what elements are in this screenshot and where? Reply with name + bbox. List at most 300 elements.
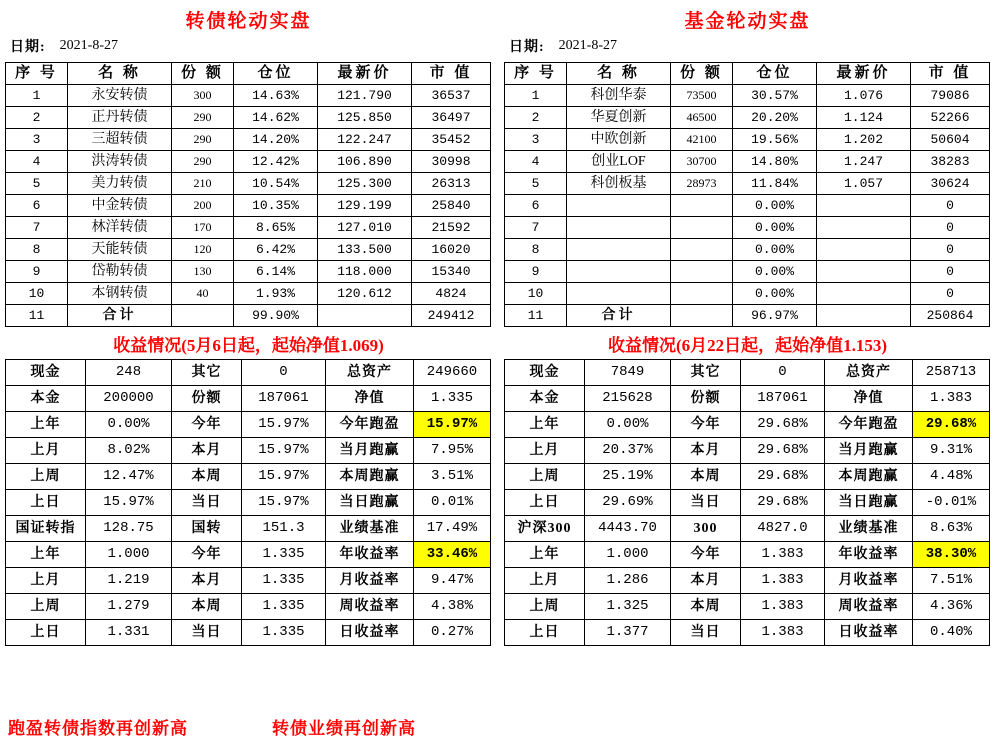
- stats-row: [6, 516, 491, 542]
- cell-no: 11: [505, 305, 567, 327]
- stats-value: 4.38%: [414, 594, 491, 620]
- cell-price: 1.076: [817, 85, 911, 107]
- stats-row: [505, 464, 990, 490]
- cell-no: 8: [505, 239, 567, 261]
- stats-label: 总资产: [326, 360, 414, 386]
- cell-position: 14.20%: [234, 129, 318, 151]
- table-row: [505, 129, 990, 151]
- cell-name: 岱勒转债: [68, 261, 172, 283]
- stats-label: 上周: [505, 464, 585, 490]
- stats-label: 本金: [505, 386, 585, 412]
- stats-label: 业绩基准: [825, 516, 913, 542]
- cell-no: 9: [505, 261, 567, 283]
- table-row: [505, 195, 990, 217]
- stats-label: 上日: [505, 620, 585, 646]
- stats-label: 国转: [172, 516, 242, 542]
- stats-label: 现金: [505, 360, 585, 386]
- table-row: [6, 283, 491, 305]
- stats-label: 本周跑赢: [326, 464, 414, 490]
- stats-label: 本金: [6, 386, 86, 412]
- stats-value: 1.325: [585, 594, 671, 620]
- stats-label: 总资产: [825, 360, 913, 386]
- stats-row: [6, 464, 491, 490]
- cell-value: 30624: [911, 173, 990, 195]
- cell-shares: 300: [172, 85, 234, 107]
- stats-label: 上年: [505, 542, 585, 568]
- stats-value: 1.377: [585, 620, 671, 646]
- stats-value: 258713: [913, 360, 990, 386]
- stats-label: 上年: [505, 412, 585, 438]
- stats-value: 0.00%: [86, 412, 172, 438]
- stats-label: 本月: [172, 568, 242, 594]
- stats-value: 15.97%: [242, 438, 326, 464]
- cell-value: 4824: [412, 283, 491, 305]
- cell-price: 1.124: [817, 107, 911, 129]
- cell-no: 7: [6, 217, 68, 239]
- left-holdings-table: [5, 62, 491, 327]
- stats-label: 当日跑赢: [825, 490, 913, 516]
- footer-note-1: 跑盈转债指数再创新高: [8, 719, 188, 738]
- stats-label: 上周: [6, 594, 86, 620]
- table-row: [6, 129, 491, 151]
- stats-row: [6, 568, 491, 594]
- stats-label: 其它: [671, 360, 741, 386]
- stats-value: 29.69%: [585, 490, 671, 516]
- stats-row: [505, 490, 990, 516]
- cell-name: 洪涛转债: [68, 151, 172, 173]
- stats-row: [505, 620, 990, 646]
- cell-position: 30.57%: [733, 85, 817, 107]
- stats-label: 业绩基准: [326, 516, 414, 542]
- stats-highlight-value: 15.97%: [414, 412, 491, 438]
- cell-value: 250864: [911, 305, 990, 327]
- stats-label: 月收益率: [825, 568, 913, 594]
- cell-position: 6.14%: [234, 261, 318, 283]
- right-date-value: 2021-8-27: [558, 38, 617, 53]
- stats-label: 今年: [172, 412, 242, 438]
- cell-name: 合计: [567, 305, 671, 327]
- stats-label: 国证转指: [6, 516, 86, 542]
- cell-shares: [671, 261, 733, 283]
- stats-label: 当日: [671, 620, 741, 646]
- footer-notes: [0, 712, 996, 740]
- cell-position: 8.65%: [234, 217, 318, 239]
- cell-no: 5: [505, 173, 567, 195]
- stats-highlight-value: 38.30%: [913, 542, 990, 568]
- cell-shares: 73500: [671, 85, 733, 107]
- right-date-label: 日期:: [509, 40, 545, 55]
- stats-label: 今年: [172, 542, 242, 568]
- cell-value: 38283: [911, 151, 990, 173]
- stats-highlight-value: 33.46%: [414, 542, 491, 568]
- footer-note-2: 转债业绩再创新高: [272, 719, 416, 738]
- table-row: [505, 283, 990, 305]
- cell-position: 0.00%: [733, 239, 817, 261]
- stats-label: 日收益率: [326, 620, 414, 646]
- cell-shares: 290: [172, 107, 234, 129]
- stats-label: 上月: [505, 568, 585, 594]
- cell-name: 中金转债: [68, 195, 172, 217]
- stats-value: 248: [86, 360, 172, 386]
- cell-value: 15340: [412, 261, 491, 283]
- cell-value: 26313: [412, 173, 491, 195]
- stats-row: [6, 360, 491, 386]
- table-row: [505, 85, 990, 107]
- cell-price: [817, 239, 911, 261]
- stats-label: 300: [671, 516, 741, 542]
- stats-value: 1.286: [585, 568, 671, 594]
- stats-label: 当月跑赢: [825, 438, 913, 464]
- stats-row: [6, 438, 491, 464]
- cell-price: 129.199: [318, 195, 412, 217]
- stats-label: 今年: [671, 542, 741, 568]
- cell-price: 120.612: [318, 283, 412, 305]
- cell-position: 1.93%: [234, 283, 318, 305]
- panel-convertible-bonds: [0, 0, 497, 740]
- cell-no: 5: [6, 173, 68, 195]
- cell-shares: [172, 305, 234, 327]
- stats-value: 187061: [242, 386, 326, 412]
- stats-value: 0.40%: [913, 620, 990, 646]
- cell-shares: 46500: [671, 107, 733, 129]
- stats-value: 1.335: [242, 620, 326, 646]
- stats-row: [505, 594, 990, 620]
- col-header-value: 市 值: [911, 63, 990, 85]
- stats-value: 4.36%: [913, 594, 990, 620]
- stats-value: 15.97%: [242, 490, 326, 516]
- stats-value: 0.01%: [414, 490, 491, 516]
- stats-value: 15.97%: [242, 412, 326, 438]
- cell-name: 天能转债: [68, 239, 172, 261]
- cell-position: 10.35%: [234, 195, 318, 217]
- col-header-shares: 份 额: [172, 63, 234, 85]
- cell-no: 2: [505, 107, 567, 129]
- cell-name: 科创华泰: [567, 85, 671, 107]
- stats-label: 当月跑赢: [326, 438, 414, 464]
- cell-name: [567, 217, 671, 239]
- cell-no: 1: [505, 85, 567, 107]
- col-header-shares: 份 额: [671, 63, 733, 85]
- cell-no: 3: [505, 129, 567, 151]
- stats-value: 0.00%: [585, 412, 671, 438]
- cell-shares: 290: [172, 129, 234, 151]
- right-returns-subtitle: 收益情况(6月22日起，起始净值1.153): [607, 336, 888, 355]
- right-holdings-table: [504, 62, 990, 327]
- cell-price: 122.247: [318, 129, 412, 151]
- cell-value: 16020: [412, 239, 491, 261]
- stats-row: [6, 620, 491, 646]
- stats-value: 4443.70: [585, 516, 671, 542]
- stats-value: -0.01%: [913, 490, 990, 516]
- stats-label: 本周: [671, 594, 741, 620]
- table-row: [505, 261, 990, 283]
- stats-value: 1.279: [86, 594, 172, 620]
- stats-row: [6, 412, 491, 438]
- cell-shares: 40: [172, 283, 234, 305]
- stats-label: 周收益率: [326, 594, 414, 620]
- stats-row: [505, 360, 990, 386]
- cell-shares: [671, 305, 733, 327]
- stats-label: 本月: [172, 438, 242, 464]
- stats-row: [6, 542, 491, 568]
- stats-value: 3.51%: [414, 464, 491, 490]
- stats-label: 本周跑赢: [825, 464, 913, 490]
- cell-name: 永安转债: [68, 85, 172, 107]
- stats-label: 当日: [172, 620, 242, 646]
- cell-position: 99.90%: [234, 305, 318, 327]
- stats-value: 25.19%: [585, 464, 671, 490]
- cell-shares: 42100: [671, 129, 733, 151]
- cell-no: 8: [6, 239, 68, 261]
- cell-position: 14.80%: [733, 151, 817, 173]
- cell-position: 20.20%: [733, 107, 817, 129]
- cell-price: 1.247: [817, 151, 911, 173]
- panel-funds: [499, 0, 996, 740]
- stats-label: 上年: [6, 542, 86, 568]
- table-row: [505, 173, 990, 195]
- cell-price: [817, 261, 911, 283]
- stats-value: 1.000: [585, 542, 671, 568]
- stats-row: [505, 386, 990, 412]
- cell-position: 11.84%: [733, 173, 817, 195]
- cell-shares: [671, 239, 733, 261]
- left-stats-table: [5, 359, 491, 646]
- table-row: [6, 85, 491, 107]
- stats-label: 其它: [172, 360, 242, 386]
- stats-label: 本周: [172, 464, 242, 490]
- right-holdings-header-row: [505, 63, 990, 85]
- cell-no: 7: [505, 217, 567, 239]
- stats-label: 上日: [505, 490, 585, 516]
- cell-position: 0.00%: [733, 217, 817, 239]
- stats-value: 9.31%: [913, 438, 990, 464]
- cell-value: 36537: [412, 85, 491, 107]
- cell-name: [567, 239, 671, 261]
- stats-label: 年收益率: [825, 542, 913, 568]
- stats-value: 1.335: [414, 386, 491, 412]
- left-date-label: 日期:: [10, 40, 46, 55]
- stats-row: [6, 594, 491, 620]
- col-header-position: 仓位: [234, 63, 318, 85]
- cell-value: 79086: [911, 85, 990, 107]
- stats-label: 上周: [505, 594, 585, 620]
- stats-value: 151.3: [242, 516, 326, 542]
- table-row: [6, 151, 491, 173]
- table-row: [6, 239, 491, 261]
- left-holdings-header-row: [6, 63, 491, 85]
- cell-shares: [671, 217, 733, 239]
- col-header-position: 仓位: [733, 63, 817, 85]
- col-header-no: 序 号: [505, 63, 567, 85]
- stats-value: 1.383: [741, 568, 825, 594]
- cell-shares: 290: [172, 151, 234, 173]
- cell-no: 2: [6, 107, 68, 129]
- cell-no: 9: [6, 261, 68, 283]
- stats-value: 29.68%: [741, 438, 825, 464]
- stats-value: 1.383: [741, 620, 825, 646]
- stats-value: 8.63%: [913, 516, 990, 542]
- cell-name: 中欧创新: [567, 129, 671, 151]
- stats-value: 1.383: [913, 386, 990, 412]
- stats-value: 128.75: [86, 516, 172, 542]
- table-row: [6, 217, 491, 239]
- stats-value: 29.68%: [741, 412, 825, 438]
- stats-value: 4827.0: [741, 516, 825, 542]
- table-row: [505, 305, 990, 327]
- col-header-price: 最新价: [817, 63, 911, 85]
- cell-price: 1.057: [817, 173, 911, 195]
- cell-value: 0: [911, 283, 990, 305]
- cell-price: 1.202: [817, 129, 911, 151]
- stats-value: 15.97%: [86, 490, 172, 516]
- table-row: [505, 217, 990, 239]
- stats-label: 日收益率: [825, 620, 913, 646]
- stats-label: 上月: [6, 438, 86, 464]
- stats-value: 0.27%: [414, 620, 491, 646]
- cell-price: 121.790: [318, 85, 412, 107]
- stats-label: 净值: [825, 386, 913, 412]
- stats-value: 9.47%: [414, 568, 491, 594]
- col-header-name: 名 称: [567, 63, 671, 85]
- stats-value: 4.48%: [913, 464, 990, 490]
- table-row: [6, 107, 491, 129]
- stats-value: 215628: [585, 386, 671, 412]
- cell-price: [817, 195, 911, 217]
- stats-value: 1.219: [86, 568, 172, 594]
- cell-no: 6: [505, 195, 567, 217]
- cell-value: 30998: [412, 151, 491, 173]
- cell-price: [817, 305, 911, 327]
- cell-position: 0.00%: [733, 261, 817, 283]
- stats-label: 上日: [6, 490, 86, 516]
- cell-no: 4: [505, 151, 567, 173]
- stats-label: 当日: [172, 490, 242, 516]
- cell-position: 19.56%: [733, 129, 817, 151]
- stats-label: 上月: [505, 438, 585, 464]
- cell-value: 0: [911, 239, 990, 261]
- stats-label: 月收益率: [326, 568, 414, 594]
- stats-row: [505, 568, 990, 594]
- cell-price: [817, 217, 911, 239]
- cell-name: [567, 283, 671, 305]
- stats-label: 年收益率: [326, 542, 414, 568]
- stats-label: 沪深300: [505, 516, 585, 542]
- cell-no: 4: [6, 151, 68, 173]
- stats-value: 0: [741, 360, 825, 386]
- stats-label: 本周: [671, 464, 741, 490]
- stats-label: 份额: [172, 386, 242, 412]
- cell-value: 0: [911, 217, 990, 239]
- stats-value: 7.51%: [913, 568, 990, 594]
- right-panel-title: 基金轮动实盘: [684, 11, 811, 32]
- cell-price: 127.010: [318, 217, 412, 239]
- stats-label: 当日: [671, 490, 741, 516]
- table-row: [6, 173, 491, 195]
- cell-position: 0.00%: [733, 195, 817, 217]
- cell-shares: [671, 195, 733, 217]
- stats-label: 今年: [671, 412, 741, 438]
- left-panel-title: 转债轮动实盘: [185, 11, 312, 32]
- cell-name: [567, 195, 671, 217]
- stats-value: 1.000: [86, 542, 172, 568]
- stats-label: 今年跑盈: [326, 412, 414, 438]
- cell-no: 10: [6, 283, 68, 305]
- stats-value: 1.335: [242, 594, 326, 620]
- stats-value: 1.331: [86, 620, 172, 646]
- table-row: [6, 261, 491, 283]
- cell-price: [318, 305, 412, 327]
- stats-label: 净值: [326, 386, 414, 412]
- stats-row: [505, 438, 990, 464]
- stats-label: 上月: [6, 568, 86, 594]
- stats-value: 1.335: [242, 542, 326, 568]
- stats-value: 7849: [585, 360, 671, 386]
- stats-label: 本周: [172, 594, 242, 620]
- stats-value: 187061: [741, 386, 825, 412]
- cell-name: 三超转债: [68, 129, 172, 151]
- col-header-name: 名 称: [68, 63, 172, 85]
- cell-no: 3: [6, 129, 68, 151]
- left-date-value: 2021-8-27: [59, 38, 118, 53]
- cell-name: 美力转债: [68, 173, 172, 195]
- cell-position: 6.42%: [234, 239, 318, 261]
- stats-value: 12.47%: [86, 464, 172, 490]
- cell-shares: 30700: [671, 151, 733, 173]
- table-row: [6, 195, 491, 217]
- stats-highlight-value: 29.68%: [913, 412, 990, 438]
- cell-name: 本钢转债: [68, 283, 172, 305]
- cell-position: 12.42%: [234, 151, 318, 173]
- cell-position: 10.54%: [234, 173, 318, 195]
- stats-value: 17.49%: [414, 516, 491, 542]
- right-date-row: [499, 30, 996, 62]
- stats-label: 今年跑盈: [825, 412, 913, 438]
- table-row: [505, 107, 990, 129]
- stats-value: 8.02%: [86, 438, 172, 464]
- cell-shares: 170: [172, 217, 234, 239]
- stats-value: 20.37%: [585, 438, 671, 464]
- cell-price: 125.300: [318, 173, 412, 195]
- stats-label: 周收益率: [825, 594, 913, 620]
- stats-label: 上日: [6, 620, 86, 646]
- cell-no: 1: [6, 85, 68, 107]
- cell-value: 249412: [412, 305, 491, 327]
- table-row: [6, 305, 491, 327]
- stats-value: 29.68%: [741, 464, 825, 490]
- stats-label: 上周: [6, 464, 86, 490]
- cell-price: 106.890: [318, 151, 412, 173]
- stats-value: 1.335: [242, 568, 326, 594]
- stats-row: [6, 490, 491, 516]
- cell-name: 科创板基: [567, 173, 671, 195]
- cell-value: 52266: [911, 107, 990, 129]
- stats-label: 本月: [671, 438, 741, 464]
- cell-value: 50604: [911, 129, 990, 151]
- cell-price: 133.500: [318, 239, 412, 261]
- cell-shares: 120: [172, 239, 234, 261]
- cell-shares: 200: [172, 195, 234, 217]
- stats-row: [6, 386, 491, 412]
- cell-position: 14.62%: [234, 107, 318, 129]
- stats-value: 249660: [414, 360, 491, 386]
- cell-value: 36497: [412, 107, 491, 129]
- stats-value: 7.95%: [414, 438, 491, 464]
- stats-row: [505, 412, 990, 438]
- left-returns-subtitle: 收益情况(5月6日起，起始净值1.069): [113, 336, 384, 355]
- table-row: [505, 151, 990, 173]
- stats-value: 0: [242, 360, 326, 386]
- stats-label: 份额: [671, 386, 741, 412]
